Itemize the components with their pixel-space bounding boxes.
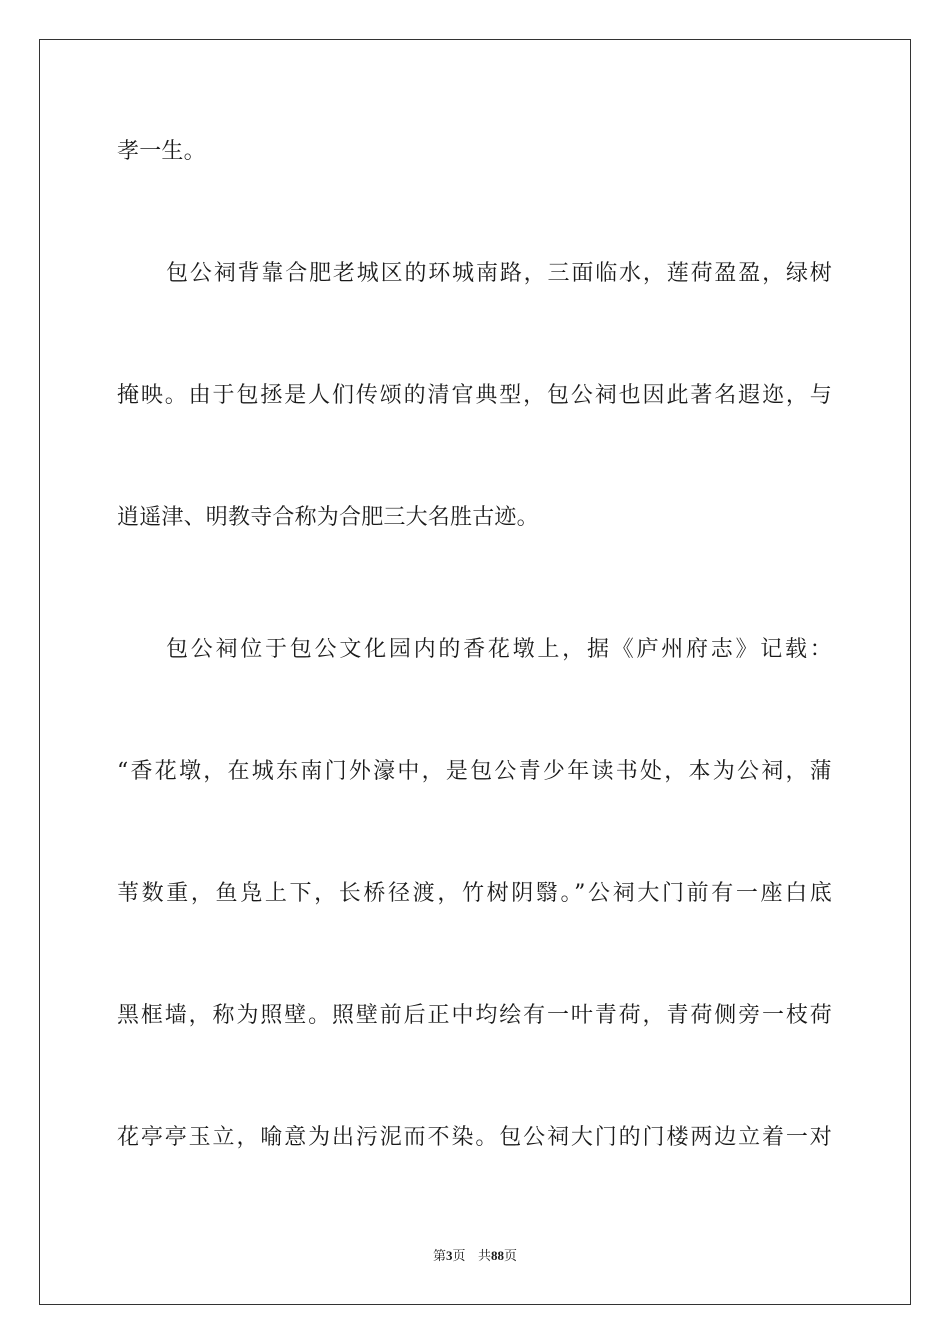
paragraph-3-line-4: 黑框墙，称为照壁。照壁前后正中均绘有一叶青荷，青荷侧旁一枝荷	[117, 1003, 832, 1028]
paragraph-3-line-2: “香花墩，在城东南门外濠中，是包公青少年读书处，本为公祠，蒲	[117, 759, 832, 784]
paragraph-3-line-3: 苇数重，鱼凫上下，长桥径渡，竹树阴翳。”公祠大门前有一座白底	[117, 881, 832, 906]
page-suffix: 页	[452, 1248, 466, 1263]
paragraph-2-line-2: 掩映。由于包拯是人们传颂的清官典型，包公祠也因此著名遐迩，与	[117, 383, 832, 408]
paragraph-3-line-5: 花亭亭玉立，喻意为出污泥而不染。包公祠大门的门楼两边立着一对	[117, 1125, 832, 1150]
total-pages: 88	[490, 1248, 504, 1263]
text-line-1: 孝一生。	[117, 139, 206, 164]
total-prefix: 共	[477, 1248, 491, 1263]
page-border	[39, 39, 911, 1305]
page-prefix: 第	[433, 1248, 447, 1263]
page-number: 3	[446, 1248, 453, 1263]
page-footer	[0, 1248, 950, 1265]
paragraph-2-line-3: 逍遥津、明教寺合称为合肥三大名胜古迹。	[117, 505, 539, 530]
total-suffix: 页	[503, 1248, 517, 1263]
paragraph-3-line-1: 包公祠位于包公文化园内的香花墩上，据《庐州府志》记载：	[166, 637, 832, 662]
paragraph-2-line-1: 包公祠背靠合肥老城区的环城南路，三面临水，莲荷盈盈，绿树	[166, 261, 832, 286]
